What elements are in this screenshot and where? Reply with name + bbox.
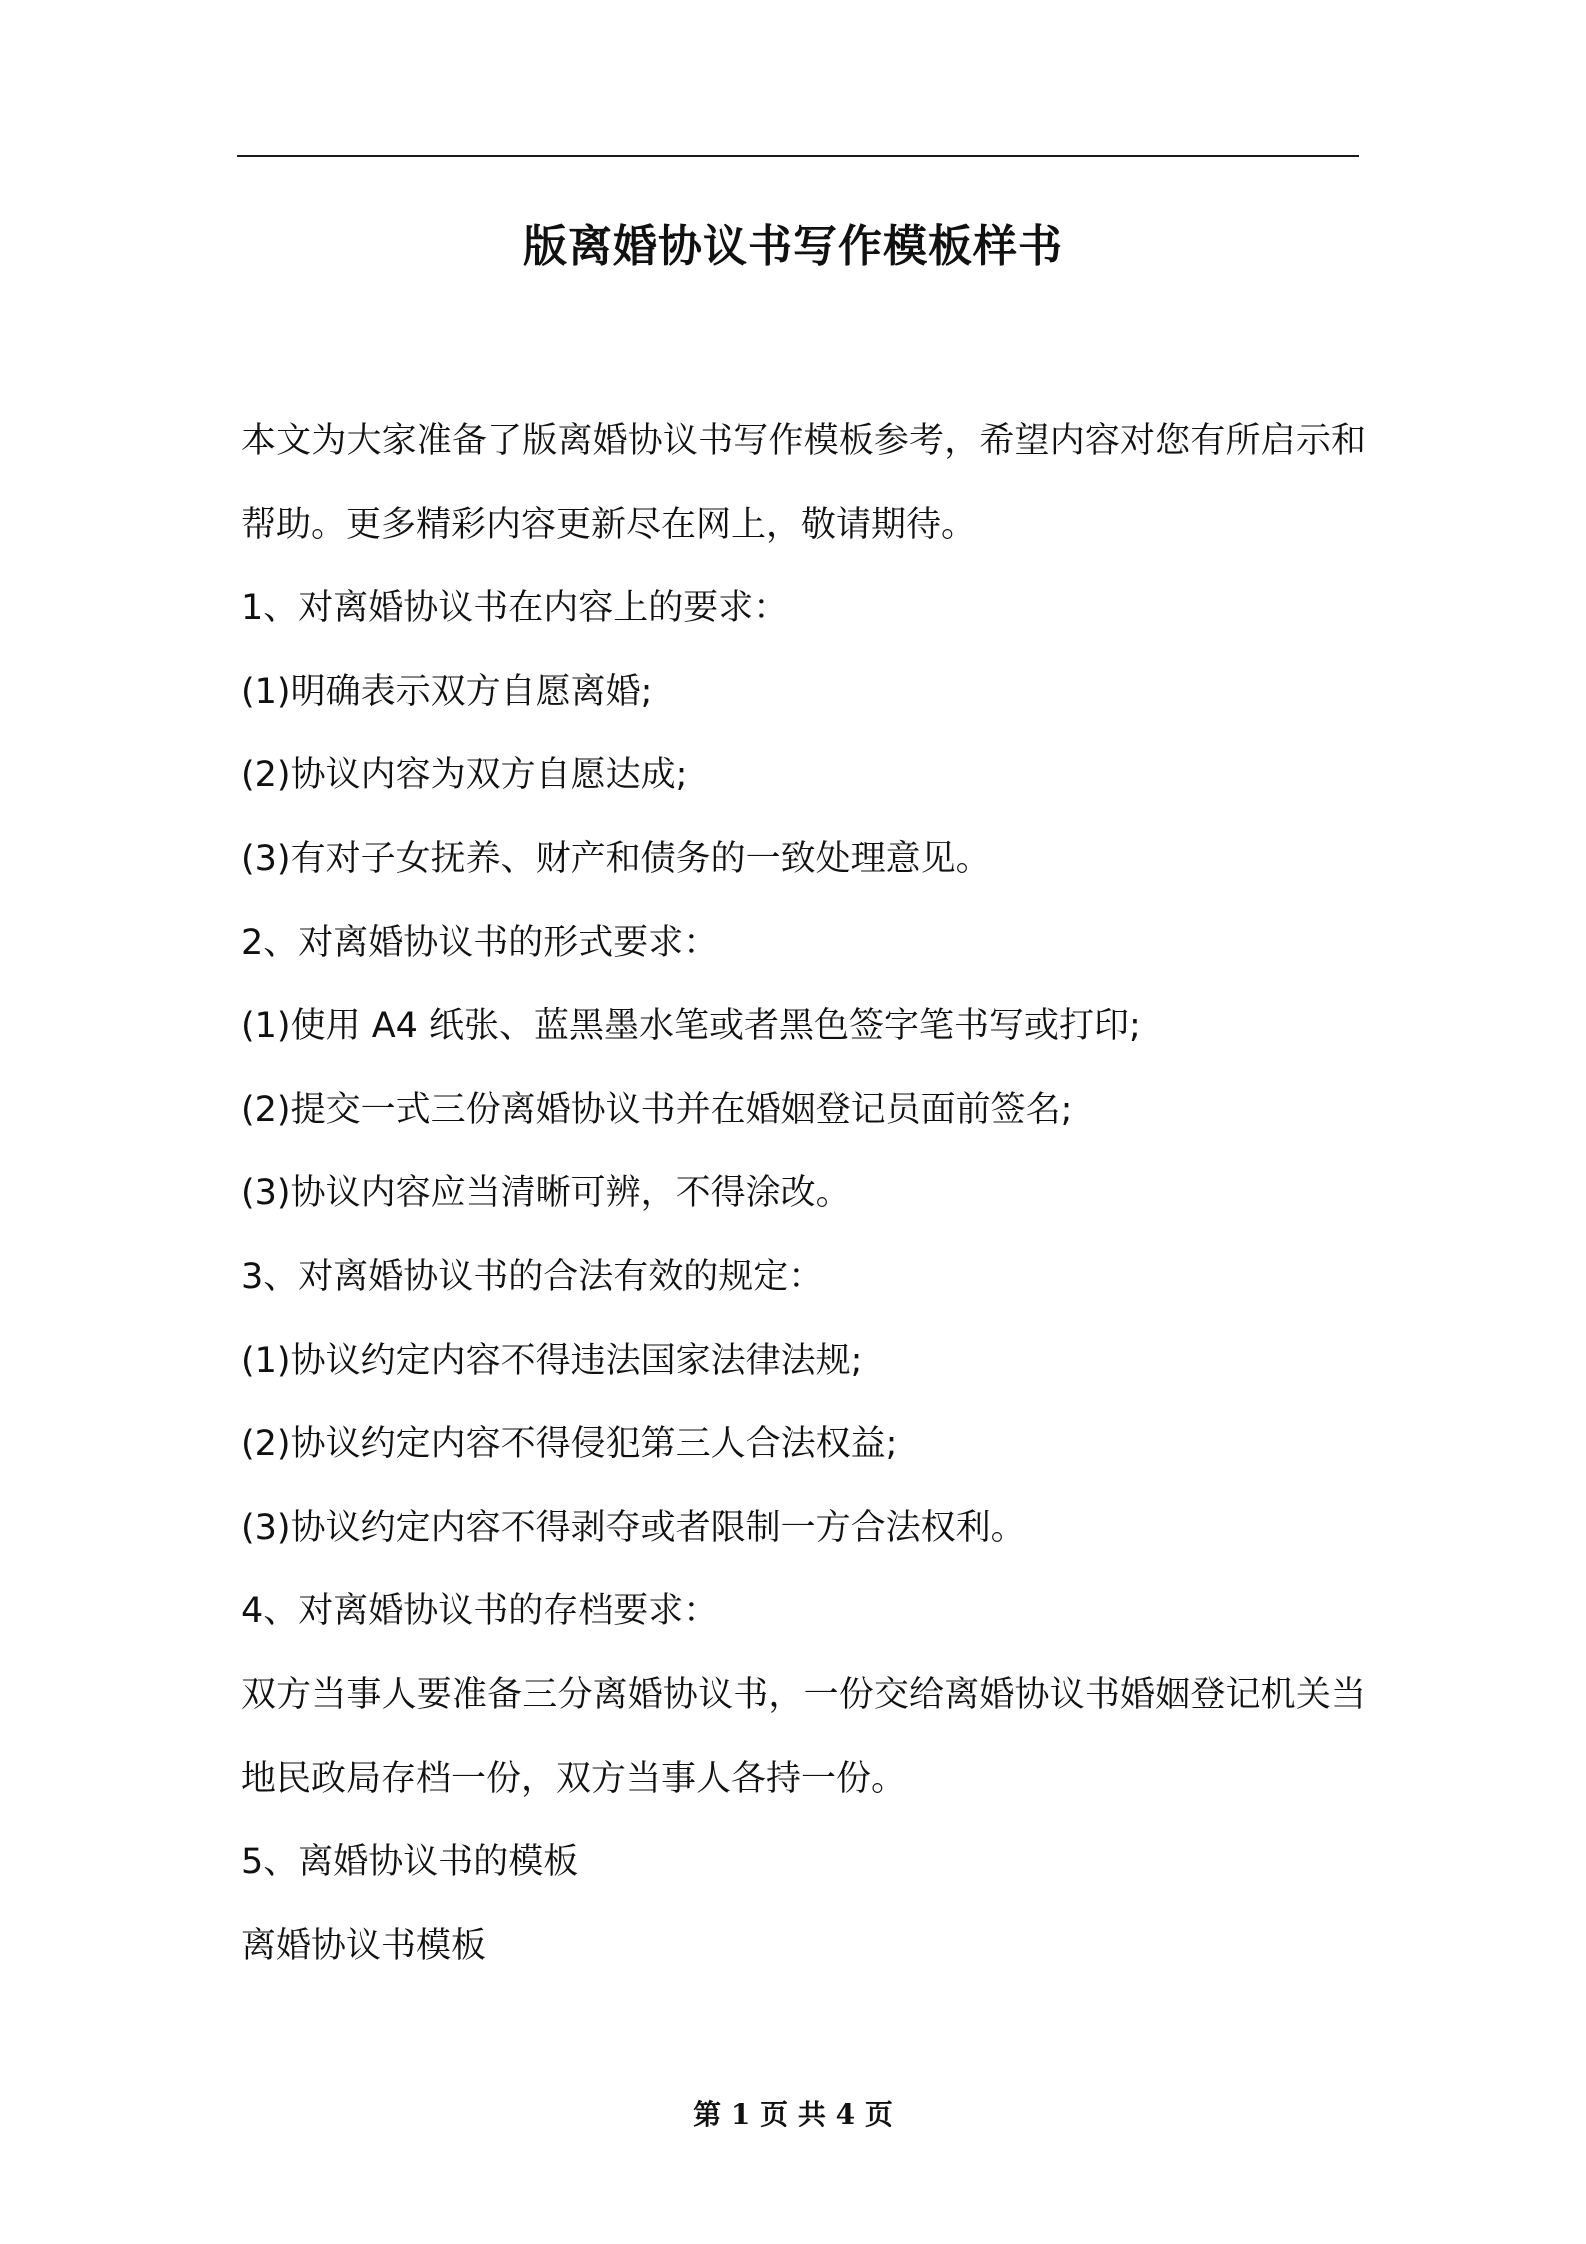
page-footer: 第 1 页 共 4 页 [693,2098,893,2131]
section-heading-2: 2、对离婚协议书的形式要求： [241,922,719,963]
section-heading-1: 1、对离婚协议书在内容上的要求： [241,588,789,629]
header-divider [237,155,1359,157]
document-body [241,400,1366,1988]
intro-paragraph: 本文为大家准备了版离婚协议书写作模板参考，希望内容对您有所启示和帮助。更多精彩内容更新尽在网上，敬请期待。 [241,421,1366,545]
section-heading-5: 5、离婚协议书的模板 [241,1842,579,1883]
list-item: (1)协议约定内容不得违法国家法律法规; [241,1340,863,1381]
list-item: (2)协议约定内容不得侵犯第三人合法权益; [241,1424,898,1465]
document-title: 版离婚协议书写作模板样书 [523,221,1063,272]
archive-paragraph: 双方当事人要准备三分离婚协议书，一份交给离婚协议书婚姻登记机关当地民政局存档一份，双方当事人各持一份。 [241,1674,1366,1799]
section-heading-3: 3、对离婚协议书的合法有效的规定： [241,1256,824,1297]
section-heading-4: 4、对离婚协议书的存档要求： [241,1591,719,1632]
list-item: (3)协议内容应当清晰可辨，不得涂改。 [241,1173,851,1214]
list-item: (2)协议内容为双方自愿达成; [241,755,688,796]
list-item: (3)协议约定内容不得剥夺或者限制一方合法权利。 [241,1507,1026,1548]
list-item: (3)有对子女抚养、财产和债务的一致处理意见。 [241,838,991,879]
template-label: 离婚协议书模板 [241,1925,487,1966]
list-item: (2)提交一式三份离婚协议书并在婚姻登记员面前签名; [241,1089,1073,1130]
list-item: (1)明确表示双方自愿离婚; [241,671,653,712]
list-item: (1)使用 A4 纸张、蓝黑墨水笔或者黑色签字笔书写或打印; [241,1006,1141,1047]
